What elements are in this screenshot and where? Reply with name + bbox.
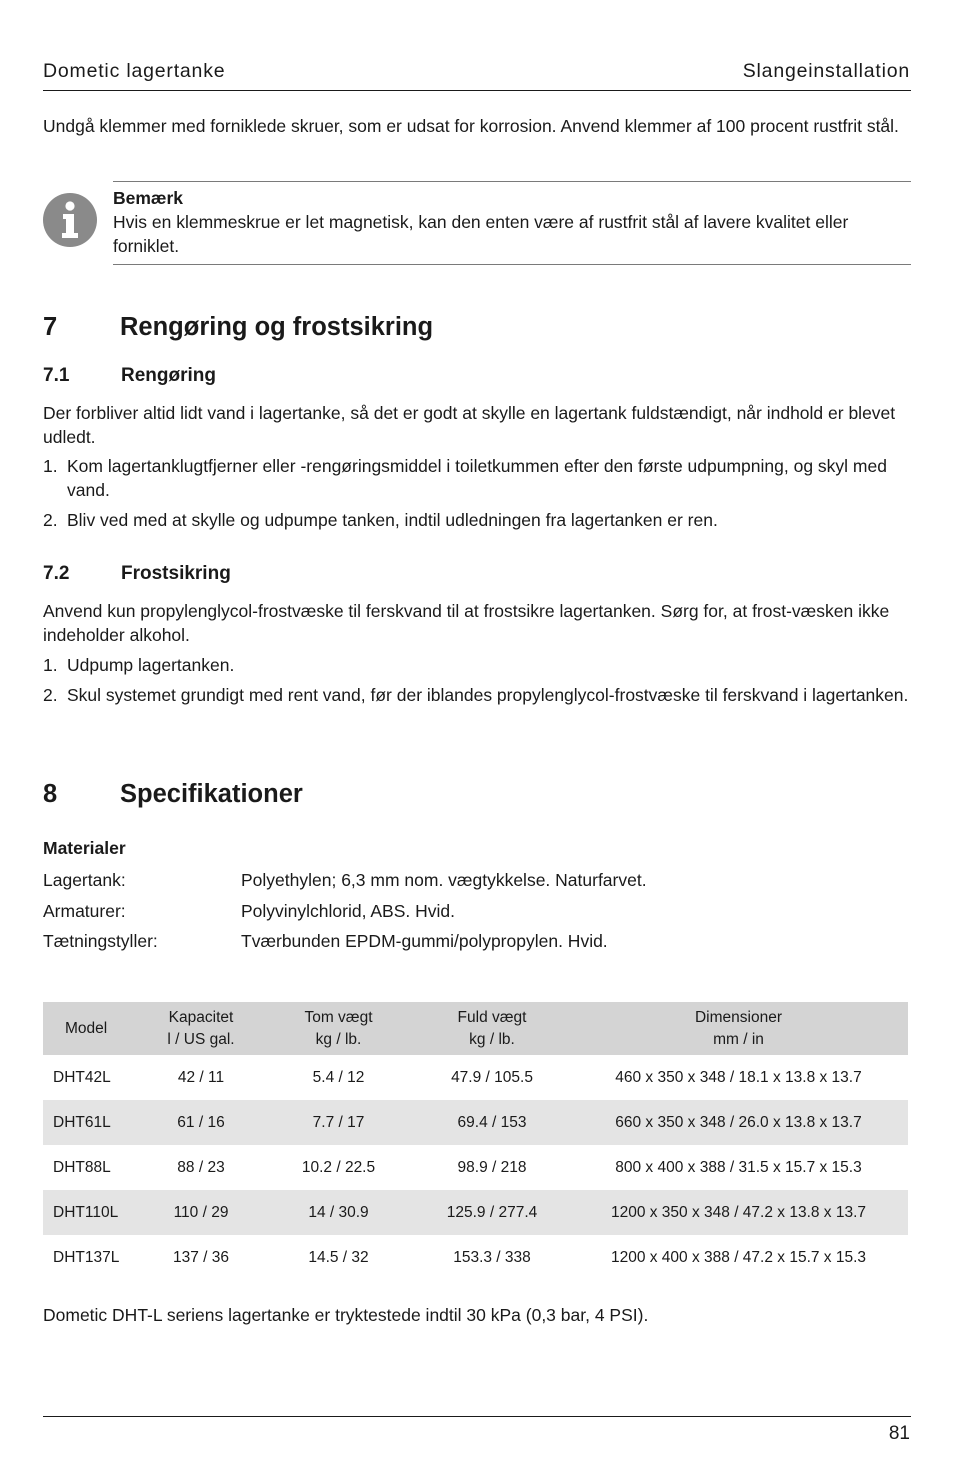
page-number: 81 [888, 1423, 910, 1444]
subsection-7-2-heading [43, 563, 911, 587]
table-row [43, 1145, 908, 1190]
table-row [43, 1055, 908, 1100]
list-item [43, 653, 911, 677]
subsection-title: Rengøring [121, 365, 216, 386]
table-cell: 1200 x 350 x 348 / 47.2 x 13.8 x 13.7 [569, 1190, 908, 1235]
list-item-number: 1. [43, 456, 58, 476]
column-header-capacity: Kapacitet l / US gal. [140, 1002, 262, 1055]
specifications-table [43, 1002, 908, 1280]
footer-divider [43, 1416, 911, 1417]
subsection-number: 7.2 [43, 563, 70, 584]
materials-title: Materialer [43, 838, 126, 858]
table-cell: 137 / 36 [172, 1248, 230, 1266]
info-icon [43, 193, 97, 247]
list-item-text: Udpump lagertanken. [67, 655, 235, 675]
table-cell: 153.3 / 338 [453, 1248, 531, 1266]
table-row [43, 1100, 908, 1145]
cleaning-steps-list [43, 454, 911, 538]
list-item-number: 2. [43, 510, 58, 530]
list-item-text: Skul systemet grundigt med rent vand, før der iblandes propylenglycol-frostvæske til ferskvand i lagertanken. [67, 685, 909, 705]
material-label: Tætningstyller: [43, 931, 158, 951]
column-header-dimensions: Dimensioner mm / in [569, 1002, 908, 1055]
table-cell: 800 x 400 x 388 / 31.5 x 15.7 x 15.3 [615, 1158, 862, 1176]
list-item [43, 454, 911, 502]
running-header-section: Slangeinstallation [742, 60, 910, 82]
table-cell: DHT88L [53, 1158, 111, 1176]
subsection-7-1-heading [43, 365, 911, 389]
table-cell: 110 / 29 [140, 1190, 262, 1235]
material-row [43, 899, 911, 923]
note-bottom-divider [113, 264, 911, 265]
section-8-heading [43, 780, 911, 812]
list-item-number: 2. [43, 685, 58, 705]
subsection-number: 7.1 [43, 365, 70, 386]
list-item-text: Kom lagertanklugtfjerner eller -rengøringsmiddel i toiletkummen efter den første udpumpning, og skyl med vand. [67, 456, 887, 500]
material-row [43, 929, 911, 953]
table-cell: DHT110L [43, 1190, 140, 1235]
table-cell: 61 / 16 [140, 1100, 262, 1145]
header-divider [43, 90, 911, 91]
frost-paragraph: Anvend kun propylenglycol-frostvæske til ferskvand til at frostsikre lagertanken. Sørg for, at frost-væsken ikke indeholder alkohol. [43, 601, 890, 645]
table-cell: 125.9 / 277.4 [415, 1190, 569, 1235]
list-item [43, 683, 911, 707]
table-row [43, 1235, 908, 1280]
table-cell: 1200 x 400 x 388 / 47.2 x 15.7 x 15.3 [610, 1248, 867, 1266]
column-header-model: Model [43, 1002, 140, 1055]
pressure-test-footnote: Dometic DHT-L seriens lagertanke er tryktestede indtil 30 kPa (0,3 bar, 4 PSI). [43, 1305, 649, 1325]
table-cell: 88 / 23 [177, 1158, 225, 1176]
list-item [43, 508, 911, 532]
section-number: 8 [43, 780, 58, 808]
table-cell: DHT42L [53, 1068, 111, 1086]
table-cell: 14.5 / 32 [308, 1248, 369, 1266]
section-number: 7 [43, 313, 58, 341]
table-cell: 69.4 / 153 [415, 1100, 569, 1145]
column-header-empty-weight: Tom vægt kg / lb. [262, 1002, 415, 1055]
intro-paragraph: Undgå klemmer med forniklede skruer, som er udsat for korrosion. Anvend klemmer af 100 procent rustfrit stål. [43, 116, 899, 136]
material-label: Armaturer: [43, 901, 126, 921]
section-title: Specifikationer [120, 780, 303, 808]
material-value: Tværbunden EPDM-gummi/polypropylen. Hvid. [241, 931, 608, 951]
note-top-divider [113, 181, 911, 182]
cleaning-paragraph: Der forbliver altid lidt vand i lagertanke, så det er godt at skylle en lagertank fuldstændigt, når indhold er blevet udledt. [43, 403, 896, 447]
table-cell: 7.7 / 17 [262, 1100, 415, 1145]
column-header-full-weight: Fuld vægt kg / lb. [415, 1002, 569, 1055]
table-cell: DHT137L [53, 1248, 120, 1266]
material-value: Polyvinylchlorid, ABS. Hvid. [241, 901, 455, 921]
note-title: Bemærk [113, 188, 184, 208]
table-cell: 47.9 / 105.5 [451, 1068, 533, 1086]
table-cell: 5.4 / 12 [312, 1068, 365, 1086]
note-text: Hvis en klemmeskrue er let magnetisk, kan den enten være af rustfrit stål af lavere kvalitet eller forniklet. [113, 212, 849, 256]
section-title: Rengøring og frostsikring [120, 313, 434, 341]
table-cell: 10.2 / 22.5 [301, 1158, 376, 1176]
table-header-row [43, 1002, 908, 1055]
table-cell: 98.9 / 218 [457, 1158, 527, 1176]
table-cell: DHT61L [43, 1100, 140, 1145]
table-cell: 14 / 30.9 [262, 1190, 415, 1235]
material-value: Polyethylen; 6,3 mm nom. vægtykkelse. Naturfarvet. [241, 870, 647, 890]
list-item-number: 1. [43, 655, 58, 675]
table-cell: 42 / 11 [177, 1068, 225, 1086]
running-header-title: Dometic lagertanke [43, 60, 226, 82]
table-cell: 460 x 350 x 348 / 18.1 x 13.8 x 13.7 [615, 1068, 862, 1086]
table-cell: 660 x 350 x 348 / 26.0 x 13.8 x 13.7 [569, 1100, 908, 1145]
subsection-title: Frostsikring [121, 563, 231, 584]
table-row [43, 1190, 908, 1235]
material-label: Lagertank: [43, 870, 126, 890]
frost-steps-list [43, 653, 911, 713]
section-7-heading [43, 313, 911, 345]
list-item-text: Bliv ved med at skylle og udpumpe tanken, indtil udledningen fra lagertanken er ren. [67, 510, 718, 530]
material-row [43, 868, 911, 892]
